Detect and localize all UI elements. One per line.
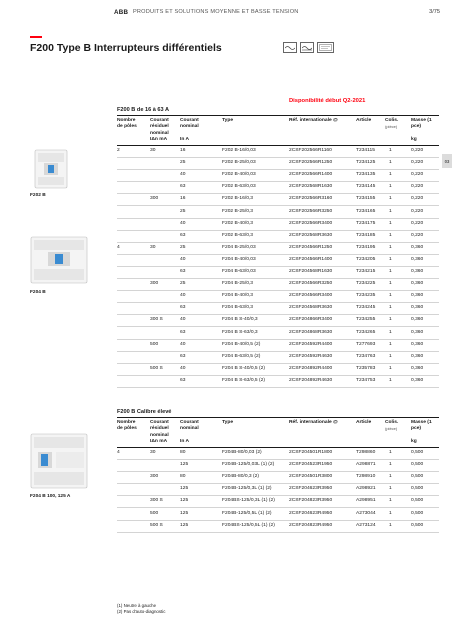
col-nominal: Courant nominal — [180, 118, 199, 130]
cell-kg: 0,220 — [411, 184, 424, 190]
cell-a: 40 — [180, 256, 186, 262]
cell-a: 125 — [180, 486, 189, 492]
cell-kg: 0,360 — [411, 341, 424, 347]
cell-ma: 500 — [150, 341, 159, 347]
cell-kg: 0,360 — [411, 317, 424, 323]
f204b-125a-product-image — [30, 432, 88, 495]
cell-art: T234155 — [356, 196, 376, 202]
cell-ref: 2CSF202566R3160 — [289, 196, 333, 202]
availability-note: Disponibilité début Q2-2021 — [289, 98, 366, 104]
cell-ref: 2CSF204568R3630 — [289, 305, 333, 311]
cell-a: 25 — [180, 244, 186, 250]
cell-kg: 0,220 — [411, 208, 424, 214]
page-title: F200 Type B Interrupteurs différentiels — [30, 42, 222, 54]
cell-art: A273044 — [356, 510, 376, 516]
cell-type: F202 B-16/0,03 — [222, 148, 256, 153]
cell-type: F204 B-40/0,5 (2) — [222, 341, 261, 347]
cell-type: F202 B-16/0,3 — [222, 196, 253, 202]
cell-a: 63 — [180, 329, 186, 335]
cell-a: 16 — [180, 148, 186, 153]
cell-ma: 300 — [150, 474, 159, 480]
cell-a: 63 — [180, 232, 186, 238]
cell-col: 1 — [389, 450, 392, 455]
cell-art: A273124 — [356, 522, 376, 528]
cell-art: T234245 — [356, 305, 376, 311]
cell-a: 63 — [180, 184, 186, 190]
cell-art: A298921 — [356, 486, 376, 492]
cell-art: T234135 — [356, 172, 376, 178]
section-title: F200 B Calibre élevé — [117, 409, 172, 415]
cell-ref: 2CSF204623R3950 — [289, 486, 333, 492]
cell-art: T277693 — [356, 341, 376, 347]
cell-ref: 2CSF202568R3630 — [289, 232, 333, 238]
cell-kg: 0,360 — [411, 244, 424, 250]
product-label-f204b-125a: F204 B 100, 125 A — [30, 494, 71, 499]
cell-art: T234125 — [356, 160, 376, 166]
cell-kg: 0,360 — [411, 305, 424, 311]
cell-kg: 0,220 — [411, 220, 424, 226]
cell-kg: 0,500 — [411, 474, 424, 480]
cell-type: F204 B-40/0,3 — [222, 293, 253, 299]
cell-art: A298951 — [356, 498, 376, 504]
cell-kg: 0,360 — [411, 329, 424, 335]
cell-col: 1 — [389, 353, 392, 359]
cell-ref: 2CSF204501R3800 — [289, 474, 333, 480]
cell-col: 1 — [389, 184, 392, 190]
cell-col: 1 — [389, 220, 392, 226]
footnotes — [117, 603, 165, 615]
col-residual: Courant résiduel nominal — [150, 118, 169, 136]
cell-ref: 2CSF204823R3950 — [289, 498, 333, 504]
cell-ref: 2CSF202566R3400 — [289, 220, 333, 226]
col-residual-unit: IΔn mA — [150, 137, 168, 142]
col-poles: Nombre de pôles — [117, 420, 137, 432]
cell-poles: 4 — [117, 244, 120, 250]
cell-a: 40 — [180, 341, 186, 347]
cell-ma: 30 — [150, 148, 156, 153]
cell-col: 1 — [389, 329, 392, 335]
cell-kg: 0,220 — [411, 172, 424, 178]
cell-type: F204 B-63/0,5 (2) — [222, 353, 261, 359]
cell-art: T298860 — [356, 450, 376, 455]
col-masse: Masse (1 pce) — [411, 420, 432, 432]
cell-kg: 0,360 — [411, 293, 424, 299]
cell-type: F202 B-25/0,03 — [222, 160, 256, 166]
cell-type: F204 B S-63/0,5 (2) — [222, 377, 265, 383]
cell-type: F202 B-40/0,3 — [222, 220, 253, 226]
col-residual-unit: IΔn mA — [150, 439, 168, 444]
cell-ma: 500 — [150, 510, 159, 516]
cell-a: 25 — [180, 208, 186, 214]
col-colis-unit: (pièce) — [385, 426, 398, 432]
cell-type: F204 B S-40/0,5 (2) — [222, 365, 265, 371]
cell-ref: 2CSF204566R1250 — [289, 244, 333, 250]
section-title: F200 B de 16 à 63 A — [117, 107, 170, 113]
brand-logo: ABB — [114, 9, 129, 16]
product-label-f204b: F204 B — [30, 290, 46, 295]
cell-type: F202 B-63/0,03 — [222, 184, 256, 190]
f202b-product-image — [34, 148, 68, 195]
cell-kg: 0,360 — [411, 353, 424, 359]
page-header — [0, 8, 452, 20]
cell-kg: 0,360 — [411, 269, 424, 274]
cell-ref: 2CSF204623R4950 — [289, 510, 333, 516]
cell-art: T234195 — [356, 244, 376, 250]
cell-type: F204 B-25/0,03 — [222, 244, 256, 250]
cell-ref: 2CSF204892R4400 — [289, 365, 333, 371]
cell-col: 1 — [389, 305, 392, 311]
cell-col: 1 — [389, 498, 392, 504]
cell-poles: 2 — [117, 148, 120, 153]
cell-ref: 2CSF204501R1800 — [289, 450, 333, 455]
cell-kg: 0,220 — [411, 196, 424, 202]
cell-type: F202 B-40/0,03 — [222, 172, 256, 178]
cell-art: T234185 — [356, 232, 376, 238]
cell-a: 63 — [180, 305, 186, 311]
cell-a: 125 — [180, 522, 189, 528]
cell-kg: 0,360 — [411, 377, 424, 383]
cell-type: F204B-80/0,3 (2) — [222, 474, 259, 480]
col-type: Type — [222, 420, 234, 425]
cell-type: F204B-125/0,03L (1) (2) — [222, 462, 275, 468]
cell-a: 80 — [180, 450, 186, 455]
cell-ref: 2CSF204566R1400 — [289, 256, 333, 262]
col-colis-label: Colis. — [385, 118, 399, 123]
cell-kg: 0,360 — [411, 256, 424, 262]
cell-art: T234753 — [356, 377, 376, 383]
cell-kg: 0,500 — [411, 450, 424, 455]
col-colis-unit: (pièce) — [385, 124, 398, 130]
cell-type: F204 B-63/0,3 — [222, 305, 253, 311]
cell-col: 1 — [389, 486, 392, 492]
certification-icon — [317, 42, 334, 53]
cell-a: 25 — [180, 281, 186, 287]
header-rule — [117, 447, 439, 448]
cell-a: 63 — [180, 269, 186, 274]
cell-col: 1 — [389, 148, 392, 153]
cell-a: 63 — [180, 353, 186, 359]
dc-wave-icon — [300, 42, 314, 53]
col-ref: Réf. internationale @ — [289, 118, 338, 123]
cell-col: 1 — [389, 281, 392, 287]
header-title: PRODUITS ET SOLUTIONS MOYENNE ET BASSE TENSION — [133, 9, 299, 15]
cell-col: 1 — [389, 269, 392, 274]
footnote: (2) Pas d'auto-diagnostic — [117, 609, 166, 614]
cell-a: 25 — [180, 160, 186, 166]
col-masse-unit: kg — [411, 439, 417, 444]
cell-ref: 2CSF204823R4950 — [289, 522, 333, 528]
cell-art: T234175 — [356, 220, 376, 226]
cell-type: F204B-125/0,3L (1) (2) — [222, 486, 272, 492]
cell-type: F204BS-125/0,5L (1) (2) — [222, 522, 275, 528]
cell-col: 1 — [389, 341, 392, 347]
col-ref: Réf. internationale @ — [289, 420, 338, 425]
cell-art: T234165 — [356, 208, 376, 214]
cell-ma: 300 — [150, 281, 159, 287]
cell-art: A298871 — [356, 462, 376, 468]
cell-ref: 2CSF204592R4400 — [289, 341, 333, 347]
cell-ref: 2CSF204892R4630 — [289, 377, 333, 383]
cell-ma: 300 — [150, 196, 159, 202]
cell-kg: 0,500 — [411, 462, 424, 468]
cell-ref: 2CSF202566R3250 — [289, 208, 333, 214]
col-masse: Masse (1 pce) — [411, 118, 432, 130]
cell-type: F204B-80/0,03 (2) — [222, 450, 262, 455]
cell-art: T234235 — [356, 293, 376, 299]
cell-ref: 2CSF204866R3400 — [289, 317, 333, 323]
cell-art: T234115 — [356, 148, 375, 153]
cell-kg: 0,500 — [411, 486, 424, 492]
cell-ref: 2CSF202566R1160 — [289, 148, 332, 153]
cell-art: T298910 — [356, 474, 376, 480]
cell-a: 63 — [180, 377, 186, 383]
col-masse-unit: kg — [411, 137, 417, 142]
cell-a: 125 — [180, 510, 189, 516]
chapter-tab[interactable]: 03 — [442, 154, 452, 168]
cell-ref: 2CSF202568R1630 — [289, 184, 333, 190]
cell-type: F204 B-25/0,3 — [222, 281, 253, 287]
product-label-f202b: F202 B — [30, 193, 46, 198]
cell-kg: 0,220 — [411, 160, 424, 166]
cell-ma: 500 S — [150, 365, 163, 371]
cell-col: 1 — [389, 160, 392, 166]
section-rule — [117, 417, 439, 418]
cell-col: 1 — [389, 510, 392, 516]
cell-ref: 2CSF202566R1250 — [289, 160, 333, 166]
cell-ma: 300 S — [150, 498, 163, 504]
col-residual: Courant résiduel nominal — [150, 420, 169, 438]
cell-type: F204 B S-40/0,3 — [222, 317, 258, 323]
col-article: Article — [356, 118, 372, 123]
col-colis-label: Colis. — [385, 420, 399, 425]
cell-ref: 2CSF202566R1400 — [289, 172, 333, 178]
cell-col: 1 — [389, 196, 392, 202]
cell-art: T234265 — [356, 329, 376, 335]
cell-a: 40 — [180, 317, 186, 323]
ac-wave-icon — [283, 42, 297, 53]
cell-kg: 0,500 — [411, 522, 424, 528]
cell-art: T234205 — [356, 256, 376, 262]
cell-col: 1 — [389, 172, 392, 178]
cell-art: T234255 — [356, 317, 376, 323]
cell-col: 1 — [389, 293, 392, 299]
cell-ref: 2CSF204566R3250 — [289, 281, 333, 287]
cell-col: 1 — [389, 232, 392, 238]
cell-ref: 2CSF204568R1630 — [289, 269, 333, 274]
cell-type: F204B-125/0,5L (1) (2) — [222, 510, 272, 516]
cell-col: 1 — [389, 365, 392, 371]
cell-a: 80 — [180, 474, 186, 480]
cell-type: F204 B S-63/0,3 — [222, 329, 258, 335]
page-number: 3/75 — [429, 9, 440, 15]
cell-type: F204 B-63/0,03 — [222, 269, 256, 274]
section-rule — [117, 115, 439, 116]
footnote: (1) Neutre à gauche — [117, 603, 157, 608]
cell-art: T234763 — [356, 353, 376, 359]
col-colis — [385, 420, 398, 434]
col-article: Article — [356, 420, 372, 425]
cell-kg: 0,220 — [411, 232, 424, 238]
cell-kg: 0,220 — [411, 148, 424, 153]
cell-art: T234215 — [356, 269, 376, 274]
cell-col: 1 — [389, 377, 392, 383]
f204b-product-image — [30, 235, 88, 290]
cell-ref: 2CSF204592R4630 — [289, 353, 333, 359]
cell-ma: 30 — [150, 244, 156, 250]
cell-col: 1 — [389, 522, 392, 528]
cell-type: F202 B-25/0,3 — [222, 208, 253, 214]
cell-col: 1 — [389, 208, 392, 214]
cell-kg: 0,360 — [411, 365, 424, 371]
cell-a: 16 — [180, 196, 186, 202]
cell-ma: 500 S — [150, 522, 163, 528]
accent-bar — [30, 36, 42, 38]
cell-a: 40 — [180, 172, 186, 178]
cell-a: 40 — [180, 220, 186, 226]
cell-poles: 4 — [117, 450, 120, 455]
cell-a: 40 — [180, 365, 186, 371]
col-nominal: Courant nominal — [180, 420, 199, 432]
cell-kg: 0,500 — [411, 510, 424, 516]
standard-icons — [283, 42, 334, 53]
cell-type: F204 B-40/0,03 — [222, 256, 256, 262]
cell-kg: 0,360 — [411, 281, 424, 287]
cell-ref: 2CSF204868R3630 — [289, 329, 333, 335]
cell-ma: 300 S — [150, 317, 163, 323]
cell-col: 1 — [389, 244, 392, 250]
col-poles: Nombre de pôles — [117, 118, 137, 130]
col-colis — [385, 118, 398, 132]
col-type: Type — [222, 118, 234, 123]
cell-art: T234225 — [356, 281, 376, 287]
cell-col: 1 — [389, 474, 392, 480]
cell-a: 125 — [180, 462, 189, 468]
cell-ref: 2CSF204523R1950 — [289, 462, 333, 468]
cell-ma: 30 — [150, 450, 156, 455]
header-rule — [117, 145, 439, 146]
cell-col: 1 — [389, 462, 392, 468]
cell-a: 125 — [180, 498, 189, 504]
cell-a: 40 — [180, 293, 186, 299]
cell-art: T235783 — [356, 365, 376, 371]
col-nominal-unit: In A — [180, 137, 190, 142]
cell-type: F202 B-63/0,3 — [222, 232, 253, 238]
cell-art: T234145 — [356, 184, 376, 190]
cell-col: 1 — [389, 317, 392, 323]
col-nominal-unit: In A — [180, 439, 190, 444]
cell-ref: 2CSF204566R3400 — [289, 293, 333, 299]
cell-type: F204BS-125/0,3L (1) (2) — [222, 498, 275, 504]
cell-col: 1 — [389, 256, 392, 262]
cell-kg: 0,500 — [411, 498, 424, 504]
